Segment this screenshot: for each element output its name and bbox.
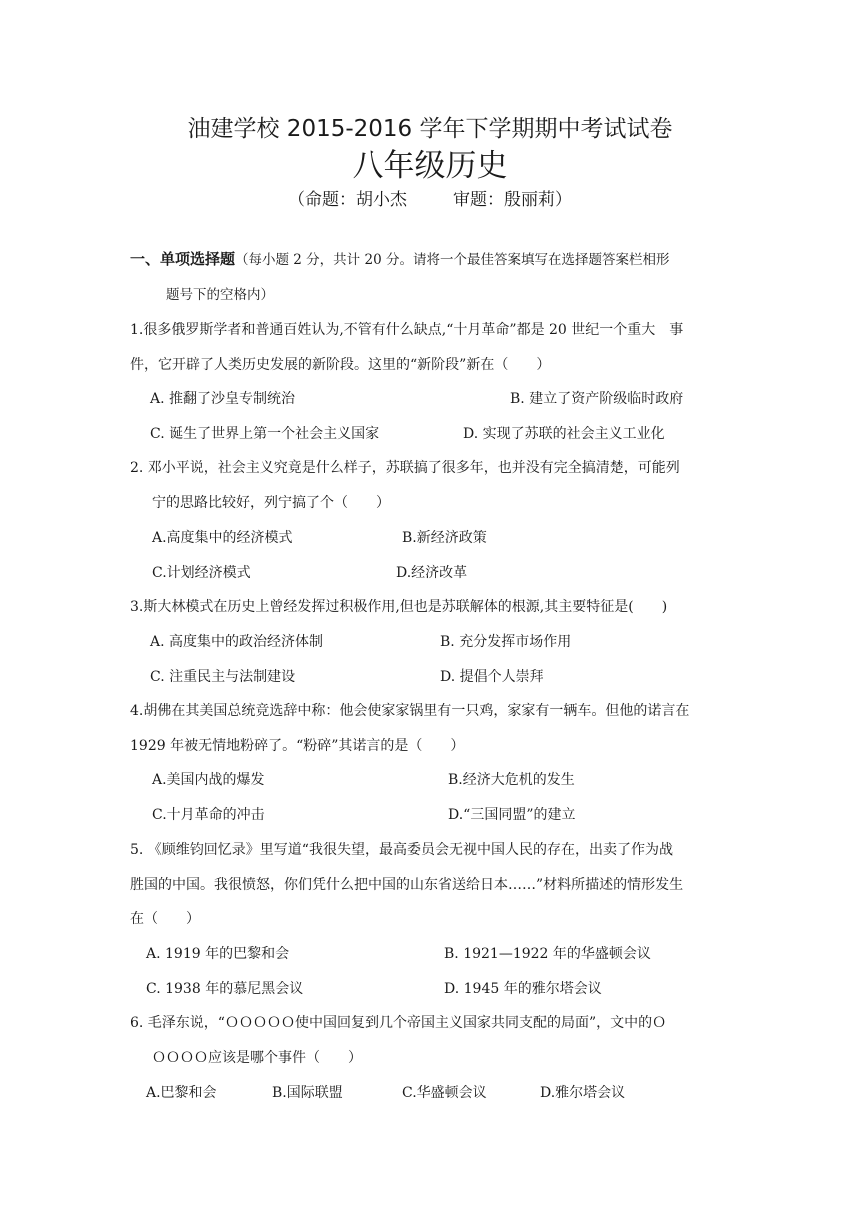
reviewer-label: 审题： bbox=[453, 190, 504, 210]
section-heading-line bbox=[130, 249, 669, 270]
question-6-option-d: D.雅尔塔会议 bbox=[540, 1085, 626, 1101]
author-label: （命题： bbox=[288, 190, 356, 210]
question-4-option-c: C.十月革命的冲击 bbox=[152, 807, 265, 823]
question-4-stem-line-2: 1929 年被无情地粉碎了。“粉碎”其诺言的是（ ） bbox=[130, 738, 465, 754]
question-3-option-c: C. 注重民主与法制建设 bbox=[150, 669, 296, 685]
section-instruction: （每小题 2 分，共计 20 分。请将一个最佳答案填写在选择题答案栏相形 bbox=[235, 252, 670, 268]
question-3-option-b: B. 充分发挥市场作用 bbox=[440, 634, 572, 650]
question-6-option-a: A.巴黎和会 bbox=[146, 1085, 217, 1101]
subject-title: 八年级历史 bbox=[352, 148, 508, 184]
question-2-option-c: C.计划经济模式 bbox=[152, 565, 251, 581]
question-1-stem-line-2: 件，它开辟了人类历史发展的新阶段。这里的“新阶段”新在（ ） bbox=[130, 357, 551, 373]
question-6-stem-line-1: 6. 毛泽东说，“ＯＯＯＯＯ使中国回复到几个帝国主义国家共同支配的局面”，文中的Ｏ bbox=[130, 1015, 667, 1031]
question-4-option-b: B.经济大危机的发生 bbox=[448, 772, 575, 788]
question-5-stem-line-1: 5. 《顾维钧回忆录》里写道“我很失望，最高委员会无视中国人民的存在，出卖了作为战 bbox=[130, 842, 673, 858]
question-1-option-b: B. 建立了资产阶级临时政府 bbox=[510, 391, 684, 407]
question-6-option-b: B.国际联盟 bbox=[272, 1085, 343, 1101]
question-1-option-c: C. 诞生了世界上第一个社会主义国家 bbox=[150, 426, 380, 442]
question-3-option-a: A. 高度集中的政治经济体制 bbox=[150, 634, 324, 650]
question-2-stem-line-1: 2. 邓小平说，社会主义究竟是什么样子，苏联搞了很多年，也并没有完全搞清楚，可能列 bbox=[130, 460, 680, 476]
question-4-option-d: D.“三国同盟”的建立 bbox=[448, 807, 576, 823]
question-3-stem-line-1: 3.斯大林模式在历史上曾经发挥过积极作用,但也是苏联解体的根源,其主要特征是( ) bbox=[130, 599, 668, 615]
question-5-option-d: D. 1945 年的雅尔塔会议 bbox=[444, 981, 602, 997]
question-2-option-b: B.新经济政策 bbox=[402, 530, 487, 546]
question-6-stem-line-2: ＯＯＯＯ应该是哪个事件（ ） bbox=[152, 1050, 362, 1066]
question-4-option-a: A.美国内战的爆发 bbox=[152, 772, 265, 788]
question-1-option-d: D. 实现了苏联的社会主义工业化 bbox=[463, 426, 665, 442]
question-1-option-a: A. 推翻了沙皇专制统治 bbox=[150, 391, 296, 407]
question-5-option-b: B. 1921—1922 年的华盛顿会议 bbox=[444, 946, 651, 962]
reviewer-name: 殷丽莉） bbox=[504, 190, 572, 210]
question-2-option-d: D.经济改革 bbox=[396, 565, 468, 581]
question-4-stem-line-1: 4.胡佛在其美国总统竞选辞中称：他会使家家锅里有一只鸡，家家有一辆车。但他的诺言在 bbox=[130, 703, 690, 719]
question-6-option-c: C.华盛顿会议 bbox=[402, 1085, 487, 1101]
question-2-option-a: A.高度集中的经济模式 bbox=[152, 530, 293, 546]
section-heading: 一、单项选择题 bbox=[130, 250, 236, 268]
question-5-stem-line-3: 在（ ） bbox=[130, 911, 200, 927]
section-instruction-cont: 题号下的空格内） bbox=[166, 287, 274, 303]
exam-title: 油建学校 2015-2016 学年下学期期中考试试卷 bbox=[187, 116, 673, 142]
question-2-stem-line-2: 宁的思路比较好，列宁搞了个（ ） bbox=[152, 495, 390, 511]
authors-line bbox=[0, 185, 860, 210]
question-1-stem-line-1: 1.很多俄罗斯学者和普通百姓认为,不管有什么缺点,“十月革命”都是 20 世纪一个重大 事 bbox=[130, 322, 684, 338]
author-name: 胡小杰 bbox=[356, 190, 407, 210]
question-5-option-a: A. 1919 年的巴黎和会 bbox=[146, 946, 290, 962]
question-5-option-c: C. 1938 年的慕尼黑会议 bbox=[146, 981, 304, 997]
question-5-stem-line-2: 胜国的中国。我很愤怒，你们凭什么把中国的山东省送给日本……”材料所描述的情形发生 bbox=[130, 877, 684, 893]
question-3-option-d: D. 提倡个人崇拜 bbox=[440, 669, 544, 685]
